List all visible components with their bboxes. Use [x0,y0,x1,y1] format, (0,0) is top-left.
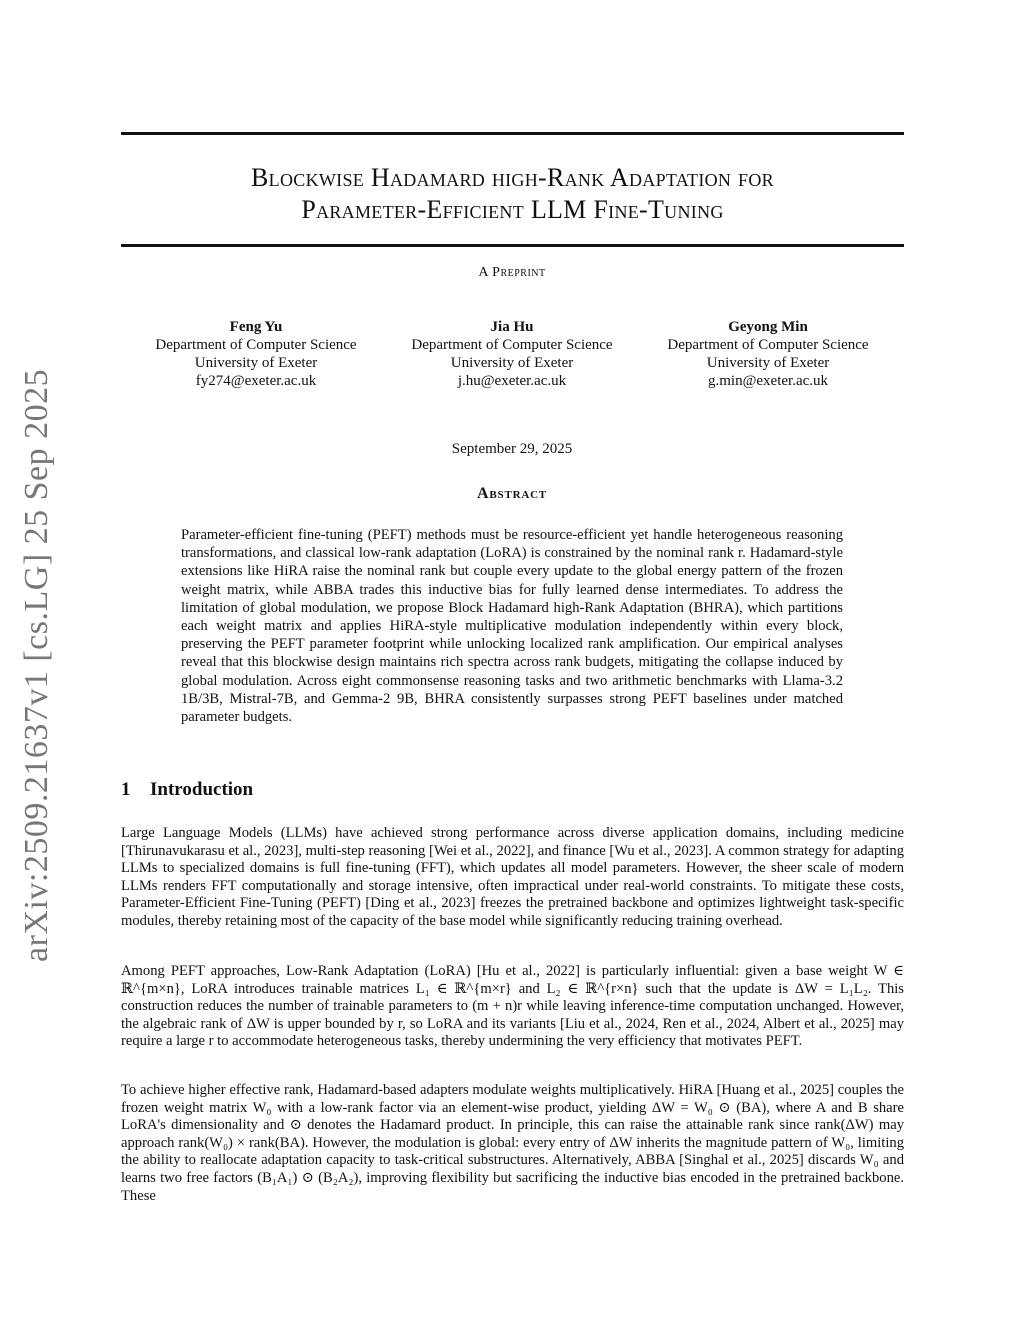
section-number: 1 [121,779,131,800]
author-email: fy274@exeter.ac.uk [195,373,317,389]
author-block [387,318,637,390]
paper-title [121,162,904,226]
arxiv-identifier: arXiv:2509.21637v1 [cs.LG] 25 Sep 2025 [18,368,55,962]
author-name: Jia Hu [490,319,534,335]
abstract-heading: Abstract [477,485,547,502]
intro-paragraph-3: To achieve higher effective rank, Hadamard-based adapters modulate weights multiplicatively. HiRA [Huang et al., 2025] couples the frozen weight matrix W₀ with a low-rank factor via an element-wise product, yielding ΔW = W₀ ⊙ (BA), where A and B share LoRA's dimensionality and ⊙ denotes the Hadamard product. In principle, this can raise the attainable rank since rank(ΔW) may approach rank(W₀) × rank(BA). However, the modulation is global: every entry of ΔW inherits the magnitude pattern of W₀, limiting the ability to reallocate adaptation capacity to task-critical substructures. Alternatively, ABBA [Singhal et al., 2025] discards W₀ and learns two free factors (B₁A₁) ⊙ (B₂A₂), improving flexibility but sacrificing the inductive bias encoded in the pretrained backbone. These [121,1082,904,1204]
title-bottom-rule [121,244,904,247]
title-line-1: Blockwise Hadamard high-Rank Adaptation for [251,163,774,192]
title-line-2: Parameter-Efficient LLM Fine-Tuning [301,195,724,224]
author-email: j.hu@exeter.ac.uk [457,373,567,389]
section-heading [121,779,253,801]
intro-paragraph-2: Among PEFT approaches, Low-Rank Adaptation (LoRA) [Hu et al., 2022] is particularly influential: given a base weight W ∈ ℝ^{m×n}, LoRA introduces trainable matrices L₁ ∈ ℝ^{m×r} and L₂ ∈ ℝ^{r×n} such that the update is ΔW = L₁L₂. This construction reduces the number of trainable parameters to (m + n)r while leaving inference-time computation unchanged. However, the algebraic rank of ΔW is upper bounded by r, so LoRA and its variants [Liu et al., 2024, Ren et al., 2024, Albert et al., 2025] may require a large r to accommodate heterogeneous tasks, thereby undermining the very efficiency that motivates PEFT. [121,963,904,1050]
author-name: Geyong Min [728,319,808,335]
author-university: University of Exeter [194,355,318,371]
author-university: University of Exeter [450,355,574,371]
author-block [643,318,893,390]
abstract-text: Parameter-efficient fine-tuning (PEFT) methods must be resource-efficient yet handle heterogeneous reasoning transformations, and classical low-rank adaptation (LoRA) is constrained by the nominal rank r. Hadamard-style extensions like HiRA raise the nominal rank but couple every update to the global energy pattern of the frozen weight matrix, while ABBA trades this inductive bias for fully learned dense intermediates. To address the limitation of global modulation, we propose Block Hadamard high-Rank Adaptation (BHRA), which partitions each weight matrix and applies HiRA-style multiplicative modulation independently within every block, preserving the PEFT parameter footprint while unlocking localized rank amplification. Our empirical analyses reveal that this blockwise design maintains rich spectra across rank budgets, mitigating the collapse induced by global modulation. Across eight commonsense reasoning tasks and two arithmetic benchmarks with Llama-3.2 1B/3B, Mistral-7B, and Gemma-2 9B, BHRA consistently surpasses strong PEFT baselines under matched parameter budgets. [181,527,843,726]
author-department: Department of Computer Science [155,337,357,353]
author-department: Department of Computer Science [667,337,869,353]
author-university: University of Exeter [706,355,830,371]
author-block [131,318,381,390]
preprint-label: A Preprint [478,265,546,280]
section-title: Introduction [150,779,254,800]
author-email: g.min@exeter.ac.uk [707,373,829,389]
intro-paragraph-1: Large Language Models (LLMs) have achieved strong performance across diverse application domains, including medicine [Thirunavukarasu et al., 2023], multi-step reasoning [Wei et al., 2022], and finance [Wu et al., 2023]. A common strategy for adapting LLMs to specialized domains is full fine-tuning (FFT), which updates all model parameters. However, the sheer scale of modern LLMs renders FFT computationally and storage intensive, often impractical under real-world constraints. To mitigate these costs, Parameter-Efficient Fine-Tuning (PEFT) [Ding et al., 2023] freezes the pretrained backbone and optimizes lightweight task-specific modules, thereby retaining most of the capacity of the base model while significantly reducing training overhead. [121,825,904,929]
title-top-rule [121,132,904,135]
author-department: Department of Computer Science [411,337,613,353]
author-name: Feng Yu [229,319,283,335]
paper-date: September 29, 2025 [451,441,573,457]
